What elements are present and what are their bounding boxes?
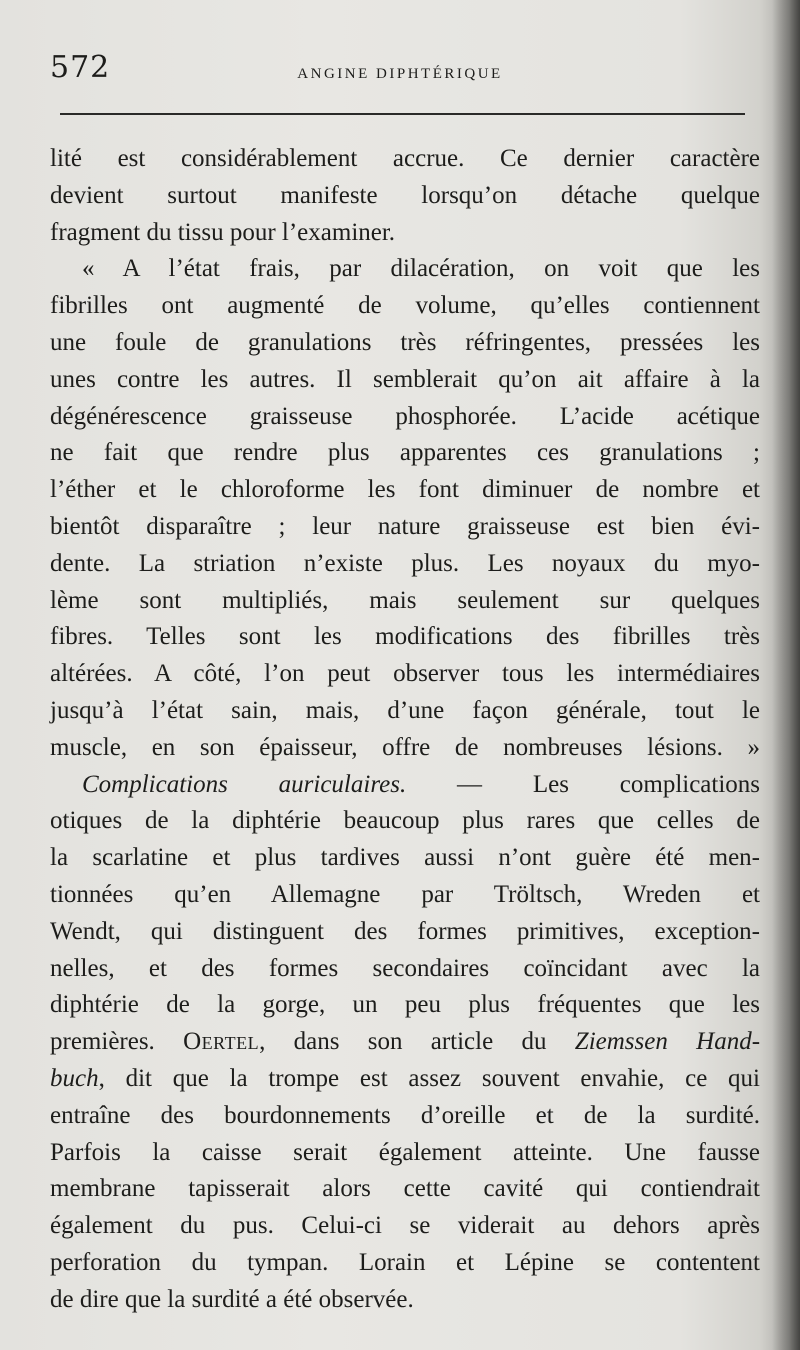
text-line: fragment du tissu pour l’examiner. [50, 218, 396, 246]
page-edge-shadow [772, 0, 800, 1350]
work-title: Ziemssen Hand- [574, 1028, 761, 1056]
body-text [50, 141, 760, 1319]
text-line: également du pus. Celui-ci se viderait au dehors après [50, 1212, 760, 1240]
text-line: membrane tapisserait alors cette cavité qui contiendrait [50, 1175, 760, 1203]
section-line [50, 767, 760, 804]
text-line: otiques de la diphtérie beaucoup plus rares que celles de [50, 807, 760, 835]
text-line: lité est considérablement accrue. Ce dernier caractère [50, 145, 760, 172]
text-line: fibrilles ont augmenté de volume, qu’elles contiennent [50, 292, 760, 320]
text-span: Les complications [532, 770, 761, 798]
header-rule [60, 113, 745, 115]
section-title: Complications auriculaires. [82, 770, 407, 798]
text-line: bientôt disparaître ; leur nature graisseuse est bien évi- [50, 512, 760, 540]
text-line: devient surtout manifeste lorsqu’on détache quelque [50, 181, 760, 209]
text-line: une foule de granulations très réfringentes, pressées les [50, 328, 760, 356]
text-line: nelles, et des formes secondaires coïncidant avec la [50, 954, 760, 982]
text-line: l’éther et le chloroforme les font diminuer de nombre et [50, 476, 760, 504]
text-line: ne fait que rendre plus apparentes ces granulations ; [50, 439, 760, 467]
text-line: lème sont multipliés, mais seulement sur quelques [50, 586, 760, 614]
text-line: muscle, en son épaisseur, offre de nombreuses lésions. » [50, 733, 760, 761]
text-line: diphtérie de la gorge, un peu plus fréquentes que les [50, 991, 760, 1019]
text-line [50, 1024, 760, 1061]
text-line: tionnées qu’en Allemagne par Tröltsch, Wreden et [50, 880, 760, 908]
text-line: de dire que la surdité a été observée. [50, 1285, 414, 1313]
text-span: , dit que la trompe est assez souvent envahie, ce qui [98, 1064, 760, 1092]
work-title-cont: buch [50, 1064, 99, 1092]
text-line: Parfois la caisse serait également atteinte. Une fausse [50, 1138, 760, 1166]
text-line: fibres. Telles sont les modifications des fibrilles très [50, 623, 760, 651]
text-line: perforation du tympan. Lorain et Lépine se contentent [50, 1248, 760, 1276]
text-line: unes contre les autres. Il semblerait qu’on ait affaire à la [50, 365, 760, 393]
section-dash: — [457, 770, 483, 798]
text-line: altérées. A côté, l’on peut observer tous les intermédiaires [50, 660, 760, 688]
text-line: dente. La striation n’existe plus. Les noyaux du myo- [50, 549, 760, 577]
text-line: Wendt, qui distinguent des formes primitives, exception- [50, 917, 760, 945]
text-span: , dans son article du [259, 1028, 547, 1056]
page-number: 572 [50, 50, 111, 85]
text-line: entraîne des bourdonnements d’oreille et de la surdité. [50, 1101, 760, 1129]
running-title: ANGINE DIPHTÉRIQUE [297, 66, 503, 82]
text-span: premières. [50, 1028, 155, 1056]
text-line: la scarlatine et plus tardives aussi n’ont guère été men- [50, 844, 760, 872]
text-line: dégénérescence graisseuse phosphorée. L’acide acétique [50, 402, 760, 430]
text-line [50, 1061, 760, 1098]
author-name: Oertel [183, 1028, 260, 1056]
text-line: « A l’état frais, par dilacération, on voit que les [82, 255, 760, 283]
text-line: jusqu’à l’état sain, mais, d’une façon générale, tout le [50, 696, 760, 724]
